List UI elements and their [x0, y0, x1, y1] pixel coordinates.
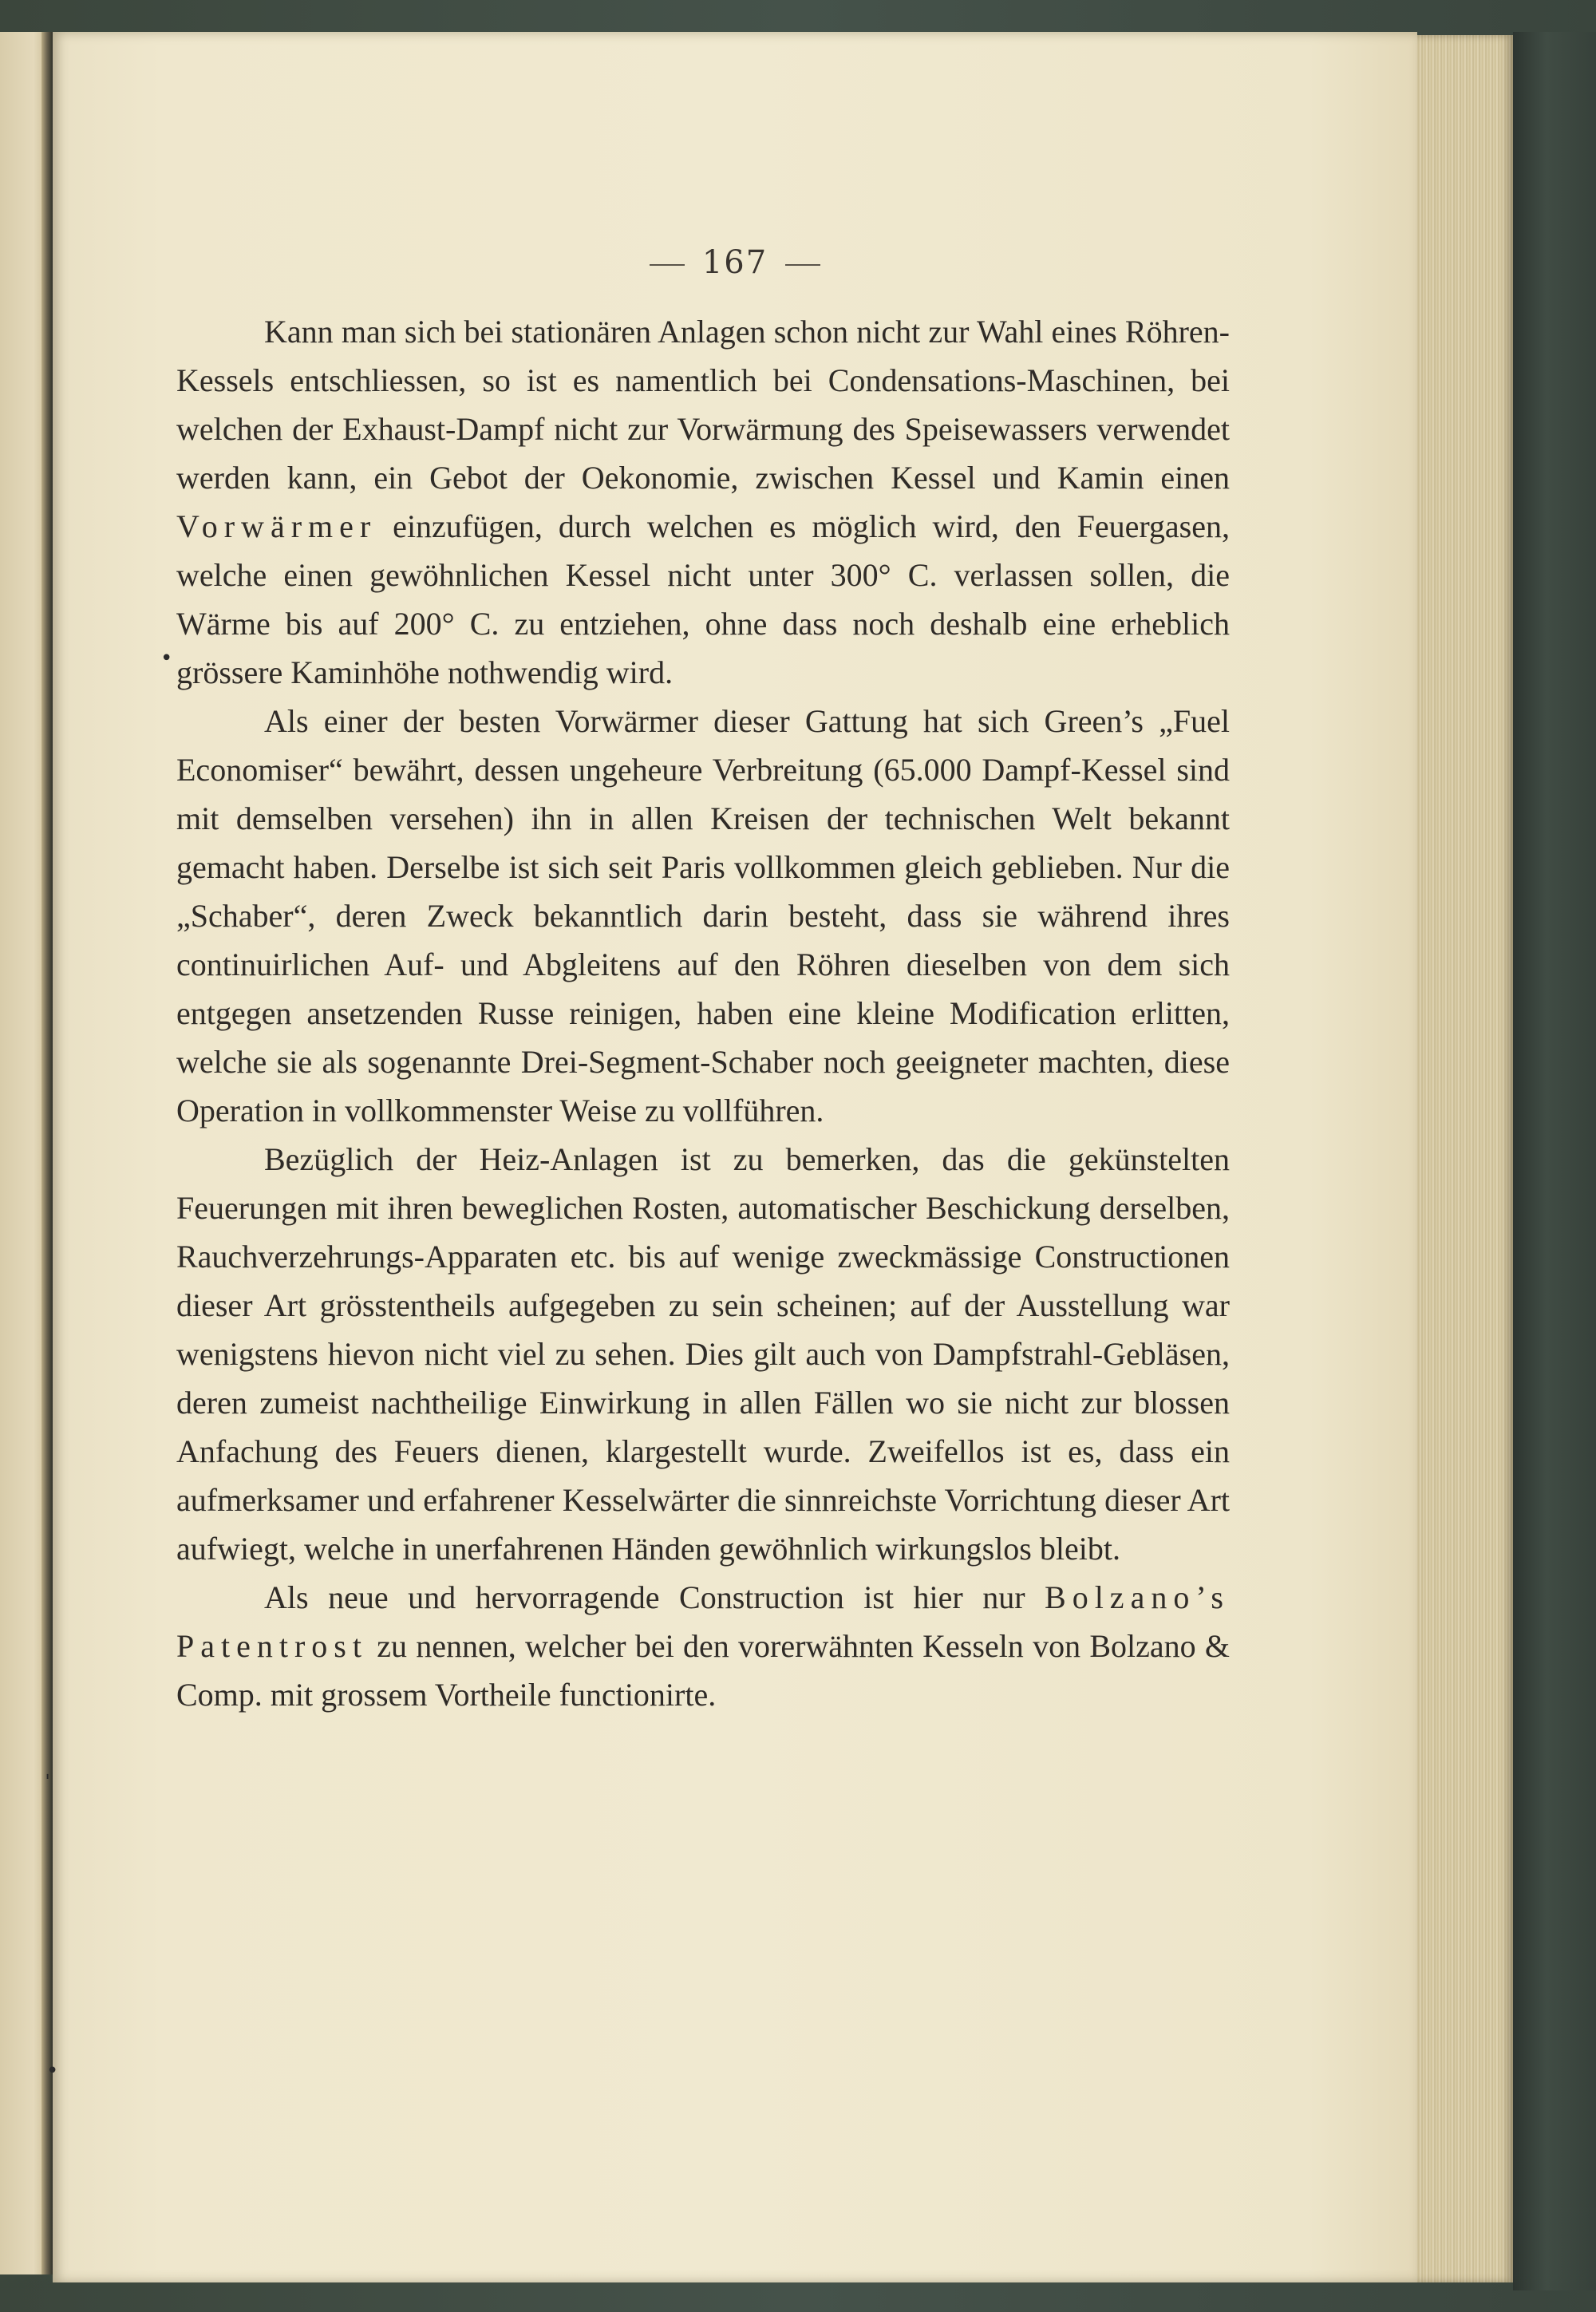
paragraph-1 [176, 307, 1230, 697]
page-number: 167 [701, 244, 768, 281]
book-cover-edge [1513, 32, 1596, 2290]
paragraph-4-tail: zu nennen, welcher bei den vorerwähnten Kesseln von Bolzano & Comp. mit grossem Vortheile functionirte. [176, 1628, 1230, 1713]
body-text [176, 307, 1230, 1719]
paragraph-4-lead: Als neue und hervorragende Construction ist hier nur [264, 1579, 1045, 1615]
book-gutter [41, 32, 53, 2274]
facing-page-edge [0, 32, 51, 2274]
margin-mark-dot: • [160, 646, 173, 670]
dash-right [785, 264, 820, 266]
paragraph-1-lead: Kann man sich bei stationären Anlagen schon nicht zur Wahl eines Röhren-Kessels entschliessen, so ist es namentlich bei Condensations-Maschinen, bei welchen der Exhaust-Dampf nicht zur Vorwärmung des Speisewassers verwendet werden kann, ein Gebot der Oekonomie, zwischen Kessel und Kamin einen [176, 314, 1230, 496]
page-number-header [53, 244, 1417, 281]
dash-left [650, 264, 685, 266]
paragraph-2: Als einer der besten Vorwärmer dieser Gattung hat sich Green’s „Fuel Economiser“ bewährt, dessen ungeheure Verbreitung (65.000 Dampf-Kessel sind mit demselben versehen) ihn in allen Kreisen der technischen Welt bekannt gemacht haben. Derselbe ist sich seit Paris vollkommen gleich geblieben. Nur die „Schaber“, deren Zweck bekanntlich darin besteht, dass sie während ihres continuirlichen Auf- und Abgleitens auf den Röhren dieselben von dem sich entgegen ansetzenden Russe reinigen, haben eine kleine Modification erlitten, welche sie als sogenannte Drei-Segment-Schaber noch geeigneter machten, diese Operation in vollkommenster Weise zu vollführen. [176, 703, 1230, 1128]
paragraph-1-emphasis: Vorwärmer [176, 508, 377, 544]
paragraph-3: Bezüglich der Heiz-Anlagen ist zu bemerken, das die gekünstelten Feuerungen mit ihren beweglichen Rosten, automatischer Beschickung derselben, Rauchverzehrungs-Apparaten etc. bis auf wenige zweckmässige Constructionen dieser Art grösstentheils aufgegeben zu sein scheinen; auf der Ausstellung war wenigstens hievon nicht viel zu sehen. Dies gilt auch von Dampfstrahl-Gebläsen, deren zumeist nachtheilige Einwirkung in allen Fällen wo sie nicht zur blossen Anfachung des Feuers dienen, klargestellt wurde. Zweifellos ist es, dass ein aufmerksamer und erfahrener Kesselwärter die sinnreichste Vorrichtung dieser Art aufwiegt, welche in unerfahrenen Händen gewöhnlich wirkungslos bleibt. [176, 1141, 1230, 1567]
margin-mark-dot-lower: • [46, 2059, 59, 2083]
paragraph-4-emphasis: Bolzano’s Patentrost [176, 1579, 1230, 1664]
book-page [45, 32, 1417, 2282]
margin-mark-tick: ˈ [45, 1772, 51, 1796]
page-block-edges [1417, 35, 1513, 2282]
paragraph-4 [176, 1573, 1230, 1719]
paragraph-1-tail: einzufügen, durch welchen es möglich wird, den Feuergasen, welche einen gewöhnlichen Kessel nicht unter 300° C. verlassen sollen, die Wärme bis auf 200° C. zu entziehen, ohne dass noch deshalb eine erheblich grössere Kaminhöhe nothwendig wird. [176, 508, 1230, 690]
